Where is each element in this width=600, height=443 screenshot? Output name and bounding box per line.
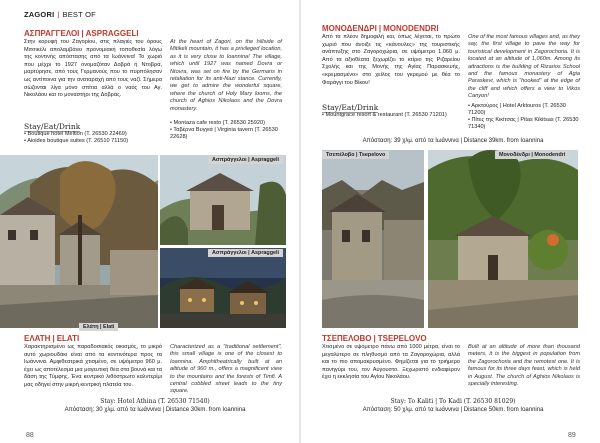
monodendri-photo bbox=[428, 150, 578, 328]
stay-item: • Mountgrace resort & restaurant (T. 26530 71201) bbox=[322, 112, 447, 118]
aspraggeli-title-en: ASPRAGGELI bbox=[85, 29, 139, 38]
monodendri-greek-text: Από τα πλέον δημοφιλή και, όπως λέγεται, το πρώτο χωριό που άνοιξε τις «κάνουλες» της τουριστικής ανάπτυξης στο Ζαγοροχώρια, σε υψόμετρο 1.060 μ. Από τα αξιοθέατα ξεχωρίζει το κτίριο της Ριζαρείου Σχολής και της Μονής της Αγίας Παρασκευής, «κρεμασμένο» στο χείλος του γκρεμού με θέα το Φαράγγι του Βίκου! bbox=[322, 34, 460, 86]
elati-title-en: ELATI bbox=[56, 334, 80, 343]
aspraggeli-stay-label: Stay/Eat/Drink bbox=[24, 122, 81, 131]
elati-greek-text: Χαρακτηρισμένο ως παραδοσιακός οικισμός, το μικρό αυτό χωριουδάκι είναι από τα κοντινότερα προς τα Ιωάννινα. Αμφιθεατρικά χτισμένο, σε υψόμετρο 960 μ. έχει ως αποτέλεσμα μια μαγευτική θέα στα βουνά και τα δάση της Τύμφης. Ένα κεντρικό λιθόστρωτο καλντερίμι μας οδηγεί στην μικρή κεντρική πλατεία του. bbox=[24, 344, 162, 388]
elati-english-text: Characterized as a "traditional settlement", this small village is one of the closest to Ioannina. Amphitheatrically built at an altitude of 960 m., offers a magnificent view to the mountains and the forests of Timfi. A central cobbled street leads to the tiny square. bbox=[170, 344, 282, 395]
elati-title-gr: ΕΛΑΤΗ bbox=[24, 334, 51, 343]
tsepelovo-photo bbox=[322, 150, 424, 328]
tsepelovo-photo-caption: Τσεπέλοβο | Tsepelovo bbox=[322, 151, 389, 159]
tsepelovo-english-text: Built at an altitude of more than thousand meters, it is the biggest in population from the Zagorochoria and the remotest one. It is famous for its three days feast, which is held in August. The church of Aghios Nikolaos is specially interesting. bbox=[468, 344, 580, 388]
tsepelovo-distance: Απόσταση: 50 χλμ. από τα Ιωάννινα | Distance 50km. from Ioannina bbox=[362, 407, 544, 413]
stay-item: • Αρκτούρος | Hotel Arktouros (T. 26530 71200) bbox=[468, 103, 566, 116]
monodendri-english-text: One of the most famous villages and, as they say, the first village to pave the way for touristical development in Zagorochoria. It is located at an altitude of 1,060m. Among its attractions is the building of Rizarios School and the famous monastery of Agia Paraskevi, which is "hooked" at the edge of the cliff and which offers a view to Vikos Canyon! bbox=[468, 34, 580, 100]
stay-item: • Boutique hotel Meltion (T. 26530 22469) bbox=[24, 131, 127, 137]
stay-item: • Πίτες της Κικίτσας | Pitas Kikitsas (T. 26530 71340) bbox=[468, 117, 579, 130]
aspraggeli-photo-caption-1: Ασπράγγελοι | Aspraggeli bbox=[208, 156, 283, 164]
elati-stay-line: Stay: Hotel Athina (T. 26530 71540) bbox=[100, 398, 210, 405]
elati-distance: Απόσταση: 30 χλμ. από τα Ιωάννινα | Distance 30km. from Ioannina bbox=[64, 407, 246, 413]
aspraggeli-church-photo bbox=[160, 155, 286, 245]
monodendri-title-gr: ΜΟΝΟΔΕΝΔΡΙ bbox=[322, 24, 377, 33]
stay-item: • Montaza cafe resto (T. 26530 25920) bbox=[170, 120, 265, 126]
aspraggeli-english-text: At the heart of Zagori, on the hillside of Mitikeli mountain, it has a privileged location, as it is very close to Ioannina! The village, which until 1927 was named Dovra or Ntovra, was set on fire by the Germans in retaliation for its anti-Nazi stance. Currently, we get to admire the wonderful square, where the church of Holy Mary looms, the church of Aghios Nikolaos and the Dovra monastery. bbox=[170, 39, 282, 112]
monodendri-stay-list bbox=[322, 112, 462, 119]
elati-photo-caption: Ελάτη | Elati bbox=[79, 323, 118, 331]
monodendri-photo-caption: Μονοδένδρι | Monodendri bbox=[495, 151, 569, 159]
tsepelovo-title: ΤΣΕΠΕΛΟΒΟ | TSEPELOVO bbox=[322, 334, 427, 343]
aspraggeli-village-photo bbox=[0, 155, 158, 328]
monodendri-stay-list-right bbox=[468, 103, 583, 131]
aspraggeli-stay-list bbox=[24, 131, 164, 145]
right-page bbox=[300, 0, 600, 443]
aspraggeli-night-photo bbox=[160, 248, 286, 328]
aspraggeli-title-gr: ΑΣΠΡΑΓΓΕΛΟΙ bbox=[24, 29, 80, 38]
monodendri-stay-label: Stay/Eat/Drink bbox=[322, 103, 379, 112]
tsepelovo-title-gr: ΤΣΕΠΕΛΟΒΟ bbox=[322, 334, 372, 343]
monodendri-title: ΜΟΝΟΔΕΝΔΡΙ | MONODENDRI bbox=[322, 24, 439, 33]
running-header: ZAGORI | BEST OF bbox=[24, 10, 96, 19]
elati-title: ΕΛΑΤΗ | ELATI bbox=[24, 334, 80, 343]
tsepelovo-title-en: TSEPELOVO bbox=[377, 334, 427, 343]
monodendri-distance: Απόσταση: 39 χλμ. από τα Ιωάννινα | Distance 39km. from Ioannina bbox=[362, 138, 544, 144]
monodendri-title-en: MONODENDRI bbox=[383, 24, 439, 33]
page-number-right: 89 bbox=[568, 432, 576, 439]
stay-item: • Ταβέρνα Βυγγιά | Virginia tavern (T. 26530 22628) bbox=[170, 127, 278, 140]
aspraggeli-title: ΑΣΠΡΑΓΓΕΛΟΙ | ASPRAGGELI bbox=[24, 29, 139, 38]
elati-stay bbox=[24, 398, 286, 405]
header-brand: ZAGORI bbox=[24, 10, 55, 19]
stay-item: • Aioides boutique suites (T. 26510 71150) bbox=[24, 138, 129, 144]
page-number-left: 88 bbox=[26, 432, 34, 439]
tsepelovo-greek-text: Χτισμένο σε υψόμετρο πάνω από 1000 μέτρα, είναι το μεγαλύτερο σε πληθυσμό από τα Ζαγοροχώρια, αλλά και το πιο απομακρυσμένο. Φημίζεται για το τριήμερο πανηγύρι του, τον Αύγουστο. Ξεχωριστό ενδιαφέρον έχει η εκκλησία του Αγίου Νικολάου. bbox=[322, 344, 460, 381]
tsepelovo-stay-line: Stay: To Kaliti | To Kadi (T. 26530 81029) bbox=[390, 398, 516, 405]
aspraggeli-photo-caption-2: Ασπράγγελοι | Aspraggeli bbox=[208, 249, 283, 257]
tsepelovo-stay bbox=[322, 398, 584, 405]
aspraggeli-stay-list-right bbox=[170, 120, 285, 141]
header-sub: BEST OF bbox=[62, 10, 96, 19]
aspraggeli-greek-text: Στην κορυφή του Ζαγορίου, στις πλαγιές του όρους Μιτσικέλι απολαμβάνει προνομιακή τοποθεσία λόγω της κοντινής απόστασης από τα Ιωάννινα! Το χωριό που μέχρι το 1927 ονομαζόταν Δοβρά ή Ντοβρά, μαρτύρησε, από τους Γερμανούς που το πυρπόλησαν ως αντίποινα για την αναταραχή από τους ναζί. Σήμερα σώζονται λίγα μόνο σπίτια αλλά ο ναός του Αγ. Νικολάου και το μοναστήρι της Δοβράς. bbox=[24, 39, 162, 99]
